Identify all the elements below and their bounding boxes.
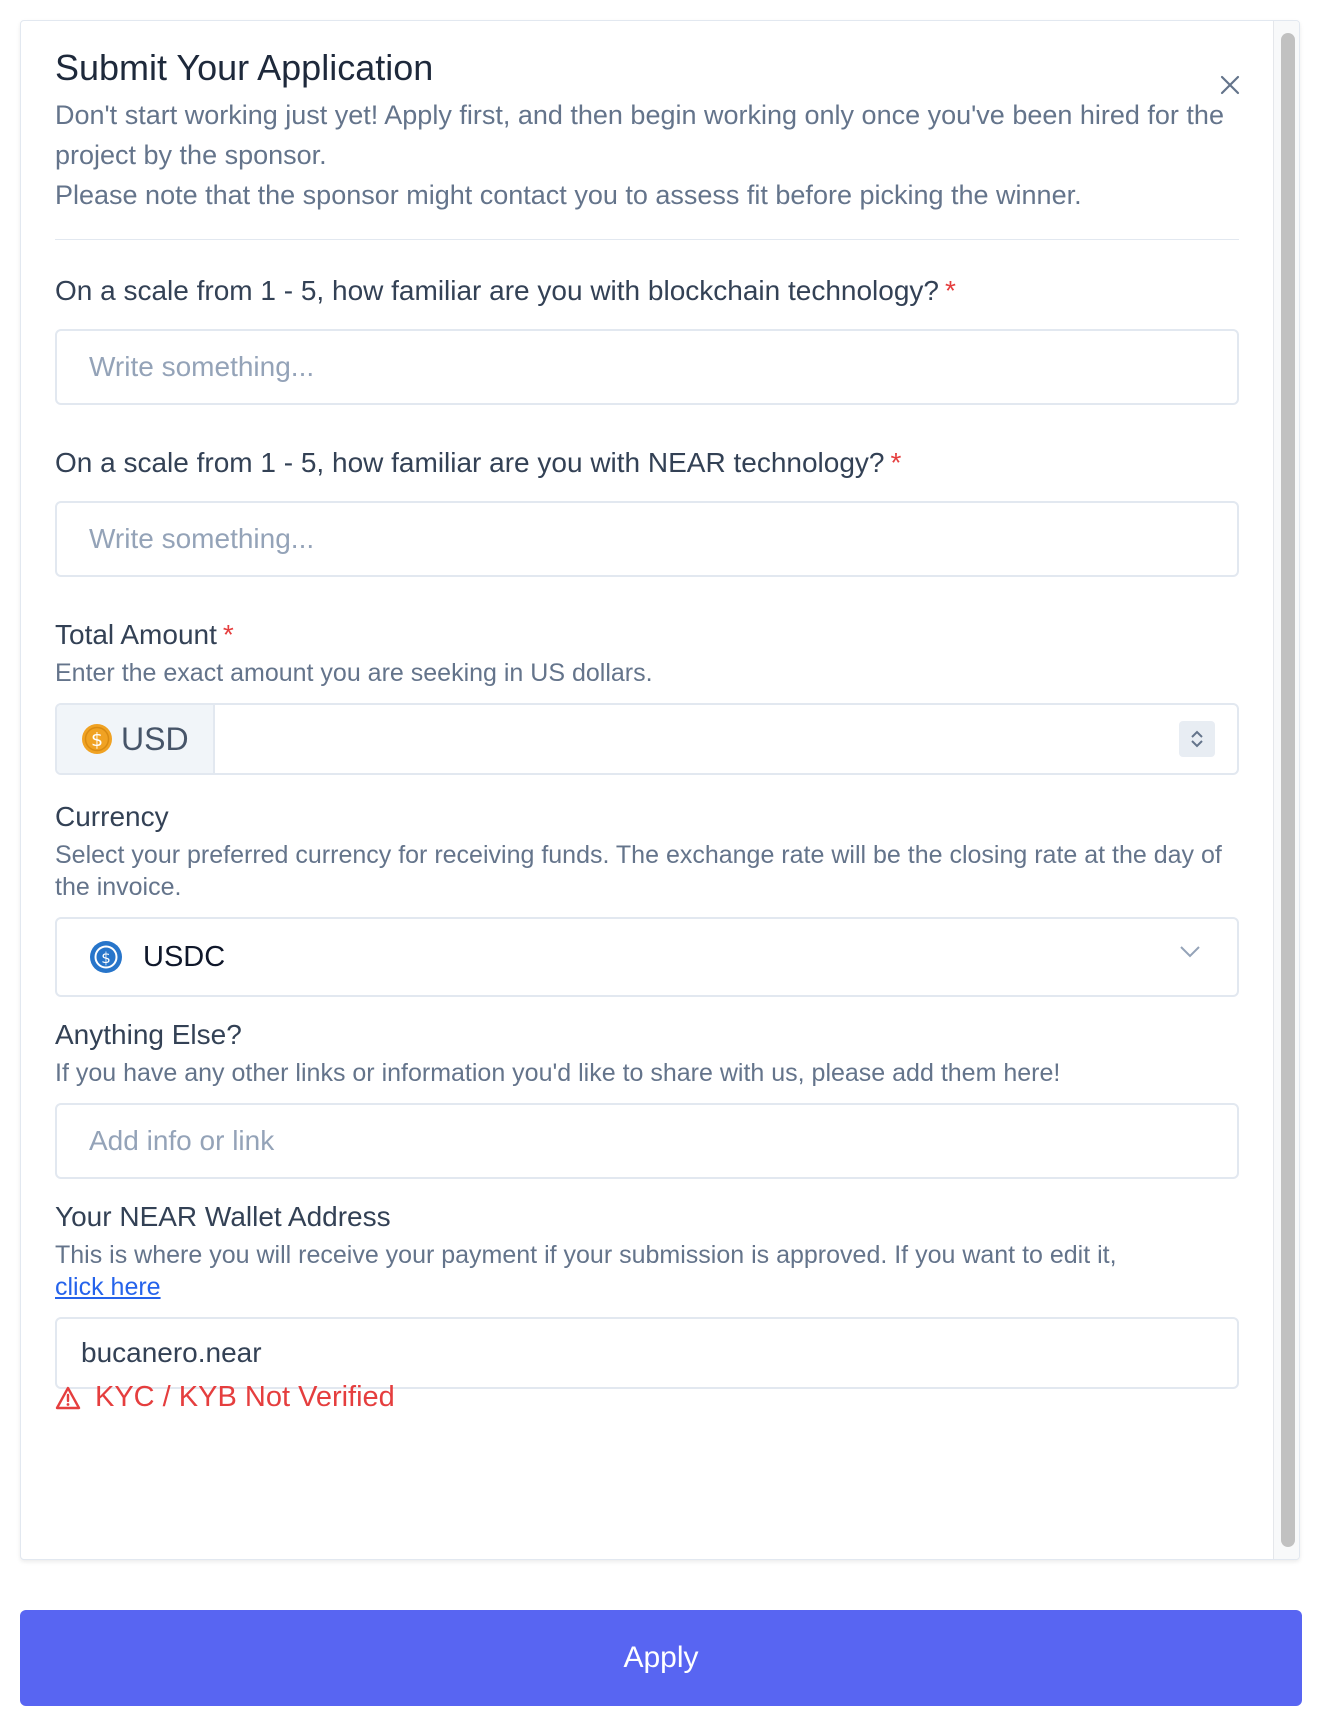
total-amount-helper: Enter the exact amount you are seeking in US dollars. (55, 659, 653, 687)
usd-addon (57, 705, 215, 773)
svg-text:$: $ (90, 729, 104, 751)
modal-title: Submit Your Application (55, 47, 434, 88)
wallet-field (55, 1197, 1239, 1389)
question-blockchain-label: On a scale from 1 - 5, how familiar are you with blockchain technology? * (55, 275, 956, 306)
modal-intro (55, 95, 1239, 215)
header-divider (55, 239, 1239, 240)
near-familiarity-input[interactable] (55, 501, 1239, 577)
required-marker: * (222, 619, 234, 650)
intro-line-2: Please note that the sponsor might contact you to assess fit before picking the winner. (55, 180, 1082, 210)
wallet-helper-text: This is where you will receive your payment if your submission is approved. If you want to edit it, (55, 1241, 1117, 1269)
application-modal (20, 20, 1300, 1560)
required-marker: * (944, 275, 956, 306)
question-near (55, 443, 1239, 577)
modal-content (55, 45, 1239, 1413)
chevron-down-icon[interactable] (1179, 945, 1201, 959)
currency-helper: Select your preferred currency for receiving funds. The exchange rate will be the closing rate at the day of the invoice. (55, 841, 1222, 901)
apply-button[interactable]: Apply (20, 1610, 1302, 1706)
anything-else-input[interactable] (55, 1103, 1239, 1179)
scrollbar-thumb[interactable] (1281, 33, 1295, 1547)
stepper-down-icon[interactable] (1190, 739, 1204, 749)
question-blockchain (55, 271, 1239, 405)
total-amount-field (55, 615, 1239, 775)
modal-scrollbar[interactable] (1273, 21, 1300, 1559)
edit-wallet-link[interactable]: click here (55, 1273, 161, 1301)
stepper-up-icon[interactable] (1190, 729, 1204, 739)
svg-text:$: $ (101, 949, 111, 967)
amount-stepper[interactable] (1179, 721, 1215, 757)
anything-else-field (55, 1015, 1239, 1179)
close-icon[interactable] (1219, 74, 1241, 96)
total-amount-input[interactable] (215, 705, 1179, 773)
currency-selected-value: USDC (143, 940, 226, 973)
kyc-warning (55, 1381, 1239, 1414)
wallet-helper (55, 1239, 1239, 1303)
usd-addon-label: USD (121, 720, 189, 757)
kyc-warning-text: KYC / KYB Not Verified (95, 1381, 395, 1413)
required-marker: * (890, 447, 902, 478)
currency-field (55, 797, 1239, 997)
anything-else-helper: If you have any other links or information you'd like to share with us, please add them here! (55, 1059, 1061, 1087)
wallet-address-input[interactable] (55, 1317, 1239, 1389)
amount-input-group (55, 703, 1239, 775)
blockchain-familiarity-input[interactable] (55, 329, 1239, 405)
currency-select[interactable] (55, 917, 1239, 997)
anything-else-label: Anything Else? (55, 1019, 242, 1050)
question-near-label: On a scale from 1 - 5, how familiar are you with NEAR technology? * (55, 447, 902, 478)
close-button[interactable] (1214, 69, 1246, 101)
intro-line-1: Don't start working just yet! Apply first, and then begin working only once you've been hired for the project by the sponsor. (55, 100, 1224, 170)
wallet-label: Your NEAR Wallet Address (55, 1201, 391, 1232)
total-amount-label: Total Amount * (55, 619, 234, 650)
warning-icon (55, 1386, 81, 1410)
currency-label: Currency (55, 801, 169, 832)
usdc-icon (89, 940, 123, 974)
usd-coin-icon (81, 723, 113, 755)
